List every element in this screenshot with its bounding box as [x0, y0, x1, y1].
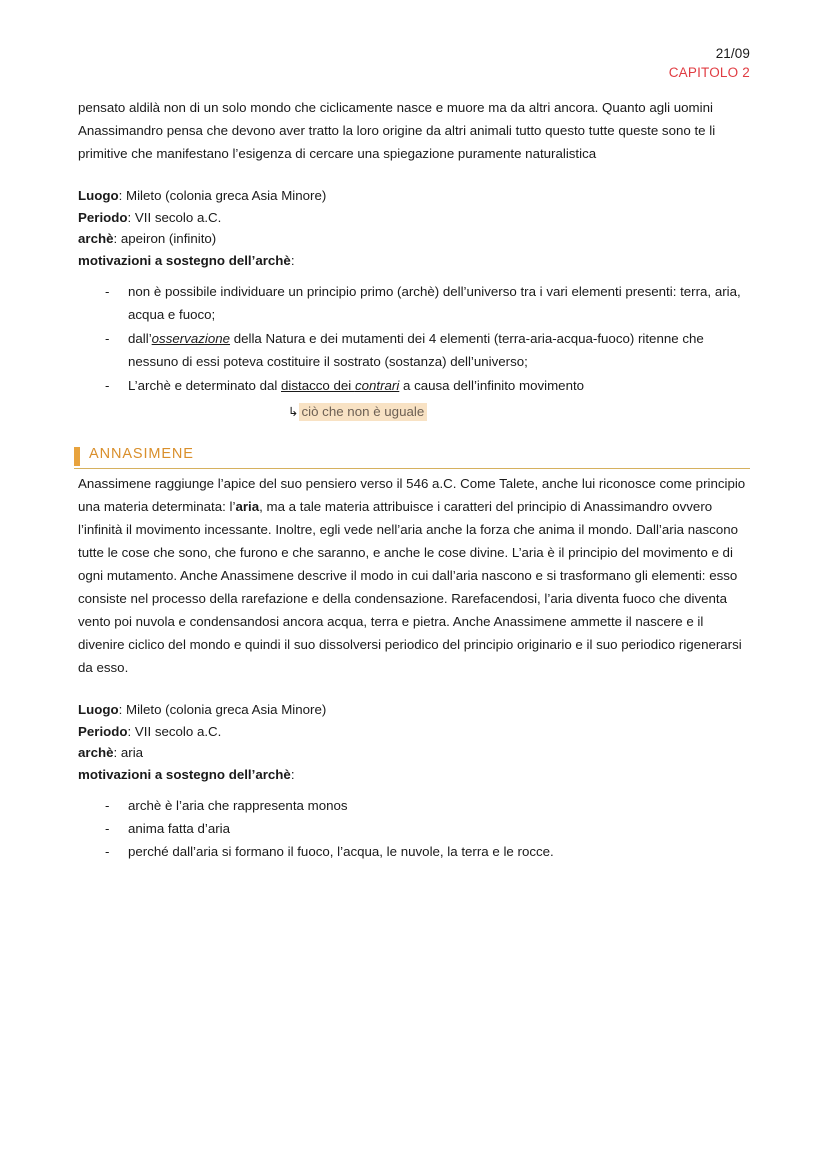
bullet-marker: - [105, 284, 110, 300]
paragraph-text-after: , ma a tale materia attribuisce i caratteri del principio di Anassimandro ovvero l’infinità il movimento incessante. Inoltre, egli vede nell’aria anche la forza che anima il mondo. Dall’aria nascono tutte le cose che sono, che furono e che saranno, e anche le cose divine. L’aria è il principio del movimento e di ogni mutamento. Anche Anassimene descrive il modo in cui dall’aria nascono e si trasformano gli elementi: esso consiste nel processo della rarefazione e della condensazione. Rarefacendosi, l’aria diventa fuoco che diventa vento poi nuvola e condensandosi ancora acqua, terra e pietra. Anche Anassimene ammette il nascere e il divenire ciclico del mondo e quindi il suo dissolversi periodico del principio originario e il suo periodico rigenerarsi da esso. [78, 499, 742, 676]
header-chapter: CAPITOLO 2 [668, 64, 750, 80]
field-arche-value: apeiron (infinito) [120, 231, 217, 247]
list-item-text: perché dall’aria si formano il fuoco, l’acqua, le nuvole, la terra e le rocce. [128, 843, 554, 859]
list-item [78, 281, 750, 327]
bullet-marker: - [105, 377, 110, 393]
field-luogo-label: Luogo [78, 702, 119, 718]
field-motivazioni [78, 250, 750, 272]
field-luogo [78, 185, 750, 207]
page-header [669, 45, 750, 82]
field-arche [78, 742, 750, 764]
down-right-arrow-icon: ↳ [288, 405, 299, 420]
field-periodo [78, 721, 750, 743]
section-title: ANNASIMENE [89, 446, 194, 463]
field-motivazioni-label: motivazioni a sostegno dell’archè [78, 252, 291, 268]
bullet-marker: - [105, 821, 110, 836]
field-motivazioni-label: motivazioni a sostegno dell’archè [78, 766, 291, 782]
field-periodo-label: Periodo [78, 209, 128, 225]
field-arche [78, 228, 750, 250]
paragraph-emphasis-aria: aria [235, 499, 260, 515]
list-item [78, 375, 750, 398]
section-heading-annasimene [78, 446, 750, 472]
list-item [78, 818, 750, 841]
list-item-text-part: dall’ [128, 330, 152, 346]
field-luogo-value: Mileto (colonia greca Asia Minore) [126, 188, 327, 203]
intro-paragraph: pensato aldilà non di un solo mondo che ciclicamente nasce e muore ma da altri ancora. Quanto agli uomini Anassimandro pensa che devono aver tratto la loro origine da altri animali tutto questo tutte queste sono te li primitive che manifestano l’esigenza di cercare una spiegazione puramente naturalistica [78, 100, 716, 161]
list-item-emphasis-distacco: distacco dei [281, 377, 355, 393]
header-date: 21/09 [715, 46, 750, 61]
list-item-emphasis-osservazione: osservazione [151, 330, 231, 346]
field-separator: : [127, 209, 135, 225]
field-periodo [78, 207, 750, 229]
list-item-text: anima fatta d’aria [128, 821, 230, 836]
list-item [78, 795, 750, 818]
field-motivazioni-colon: : [290, 252, 295, 268]
field-arche-value: aria [120, 745, 144, 761]
list-item-text-part: della Natura e dei mutamenti dei 4 elementi (terra-aria-acqua-fuoco) ritenne che nessuno di essi poteva costituire il sostrato (sostanza) dell’universo; [128, 330, 704, 369]
anassimene-fields [78, 699, 750, 785]
list-item-text: archè è l’aria che rappresenta monos [128, 798, 348, 814]
section-accent-bar [74, 447, 80, 466]
field-motivazioni-colon: : [290, 766, 295, 782]
list-item-emphasis-contrari: contrari [354, 377, 400, 393]
field-periodo-value: VII secolo a.C. [134, 209, 222, 225]
bullet-marker: - [105, 330, 110, 346]
bullet-marker: - [105, 798, 110, 814]
section-divider [74, 468, 750, 469]
list-item [78, 841, 750, 864]
document-content [78, 96, 750, 864]
anassimene-bullet-list [78, 795, 750, 864]
field-separator: : [118, 188, 127, 203]
highlighted-annotation [78, 401, 750, 424]
field-separator: : [127, 723, 135, 739]
field-arche-label: archè [78, 231, 114, 247]
field-motivazioni [78, 764, 750, 786]
list-item-text: non è possibile individuare un principio primo (archè) dell’universo tra i vari elementi presenti: terra, aria, acqua e fuoco; [128, 284, 741, 322]
field-arche-label: archè [78, 745, 114, 761]
field-periodo-label: Periodo [78, 723, 128, 739]
field-luogo [78, 699, 750, 721]
field-periodo-value: VII secolo a.C. [134, 723, 222, 739]
list-item-text-part: L’archè e determinato dal [128, 377, 282, 393]
field-luogo-value: Mileto (colonia greca Asia Minore) [126, 702, 327, 718]
anassimandro-fields [78, 185, 750, 271]
field-separator: : [113, 231, 121, 247]
field-luogo-label: Luogo [78, 188, 119, 203]
list-item-text-part: a causa dell’infinito movimento [399, 377, 585, 393]
anassimandro-bullet-list [78, 281, 750, 397]
annotation-text: ciò che non è uguale [299, 403, 427, 421]
field-separator: : [118, 702, 127, 718]
list-item [78, 328, 750, 374]
field-separator: : [113, 745, 121, 761]
anassimene-paragraph [78, 472, 750, 679]
bullet-marker: - [105, 843, 110, 859]
paragraph-text-before: Anassimene raggiunge l’apice del suo pensiero verso il 546 a.C. Come Talete, anche lui riconosce come principio una materia determinata: l’ [78, 476, 746, 515]
